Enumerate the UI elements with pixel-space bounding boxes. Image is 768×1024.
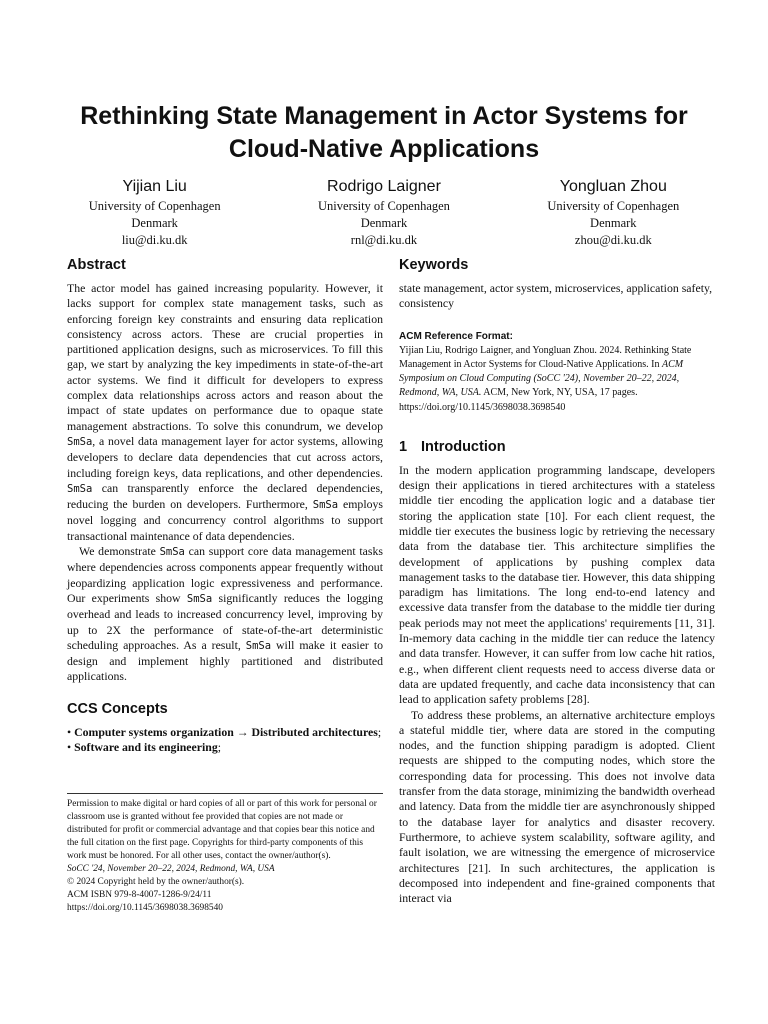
keywords-text: state management, actor system, microservices, application safety, consistency [399, 281, 713, 311]
author [284, 176, 484, 249]
introduction-heading: 1 Introduction [399, 438, 506, 455]
author-affiliation: University of Copenhagen [547, 199, 680, 213]
author-affiliation: University of Copenhagen [88, 199, 221, 213]
system-name: SmSa [312, 499, 339, 512]
abstract-paragraph: We demonstrate SmSa can support core data management tasks where dependencies across components appear frequently without jeopardizing application logic expressiveness and performance. Our experiments show SmSa significantly reduces the logging overhead and leads to increased concurrency level, improving by up to 2X the performance of state-of-the-art deterministic scheduling approaches. As a result, SmSa will make it easier to design and implement highly partitioned and distributed applications. [67, 544, 383, 684]
author-country: Denmark [590, 216, 637, 230]
author [55, 176, 255, 249]
system-name: SmSa [186, 592, 213, 605]
intro-paragraph: In the modern application programming landscape, developers design their applications in tiered architectures with a stateless middle tier encoding the application logic and a database tier storing the application state [10]. For each client request, the middle tier executes the business logic by retrieving the necessary data from the database tier. This architecture simplifies the development of applications by pushing complex data management tasks to the database tier. However, this data shipping paradigm has limitations. The long end-to-end latency and excessive data transfer from the database to the middle tier during peak periods may not meet the applications' requirements [11, 31]. In-memory data caching in the middle tier can reduce the latency and data transfer. However, it can suffer from low cache hit ratios, e.g., when different client requests need to access diverse data or data are updated frequently, and cache data inconsistency that can lead to application safety problems [28]. [399, 462, 715, 707]
ccs-heading: CCS Concepts [67, 700, 168, 717]
author-country: Denmark [131, 216, 178, 230]
paper-title: Rethinking State Management in Actor Systems for Cloud-Native Applications [80, 102, 688, 163]
abstract-paragraph: The actor model has gained increasing popularity. However, it lacks support for complex state management tasks, such as enforcing foreign key constraints and ensuring data replication consistency across actors. These are crucial properties in partitioned application designs, such as microservices. To fill this gap, we start by analyzing the key impediments in state-of-the-art actor systems. We find it difficult for developers to express complex data relationships across actors and reason about the impact of state updates on performance due to opaque state management abstractions. To solve this conundrum, we develop SmSa, a novel data management layer for actor systems, allowing developers to declare data dependencies that cut across actors, including foreign keys, data replications, and other dependencies. SmSa can transparently enforce the declared dependencies, reducing the burden on developers. Furthermore, SmSa employs novel logging and concurrency control algorithms to support transactional maintenance of data dependencies. [67, 281, 383, 543]
author-email: zhou@di.ku.dk [574, 233, 652, 247]
isbn-text: ACM ISBN 979-8-4007-1286-9/24/11 [67, 890, 212, 901]
acm-reference-text: Yijian Liu, Rodrigo Laigner, and Yongluan Zhou. 2024. Rethinking State Management in Actor Systems for Cloud-Native Applications. In ACM Symposium on Cloud Computing (SoCC '24), November 20–22, 2024, Redmond, WA, USA. ACM, New York, NY, USA, 17 pages. https://doi.org/10.1145/3698038.3698540 [399, 344, 692, 413]
system-name: SmSa [67, 435, 93, 448]
keywords-heading: Keywords [399, 257, 469, 273]
system-name: SmSa [159, 546, 185, 559]
acm-reference-label: ACM Reference Format: [399, 330, 513, 342]
right-column [399, 255, 715, 906]
author-country: Denmark [360, 216, 408, 230]
ccs-text: • Computer systems organization → Distributed architectures; • Software and its engineering; [67, 724, 382, 755]
author-name: Yijian Liu [122, 178, 187, 195]
author-block [40, 176, 728, 249]
doi-link[interactable]: https://doi.org/10.1145/3698038.3698540 [67, 903, 223, 914]
acm-reference [399, 330, 715, 415]
copyright-footnote [67, 793, 383, 915]
author [513, 176, 713, 249]
author-email: rnl@di.ku.dk [350, 233, 418, 247]
venue-text: SoCC '24, November 20–22, 2024, Redmond, WA, USA [67, 864, 275, 875]
system-name: SmSa [245, 639, 272, 652]
intro-paragraph: To address these problems, an alternative architecture employs a stateful middle tier, where data are stored in the computing nodes, and the function shipping paradigm is adopted. Client requests are shipped to the computing nodes, which store the corresponding data for processing. This does not involve data transfer from the data storage, minimizing the bandwidth overhead and latency. Data from the middle tier are asynchronously shipped to the database layer for analytics and disaster recovery. Furthermore, to achieve system scalability, software agility, and fault isolation, we are witnessing the emergence of microservice architectures [21]. In such architectures, the application is decomposed into independent and fine-grained components that interact via [399, 707, 715, 906]
ccs-section [67, 699, 383, 756]
left-column [67, 255, 383, 915]
copyright-text: © 2024 Copyright held by the owner/author(s). [67, 877, 245, 888]
permission-text: Permission to make digital or hard copies of all or part of this work for personal or classroom use is granted without fee provided that copies are not made or distributed for profit or commercial advantage and that copies bear this notice and the full citation on the first page. Copyrights for third-party components of this work must be honored. For all other uses, contact the owner/author(s). [67, 799, 377, 862]
author-name: Yongluan Zhou [559, 178, 667, 195]
system-name: SmSa [67, 482, 93, 495]
author-affiliation: University of Copenhagen [318, 199, 450, 213]
abstract-heading: Abstract [67, 257, 126, 273]
author-name: Rodrigo Laigner [327, 178, 441, 195]
author-email: liu@di.ku.dk [121, 233, 188, 247]
